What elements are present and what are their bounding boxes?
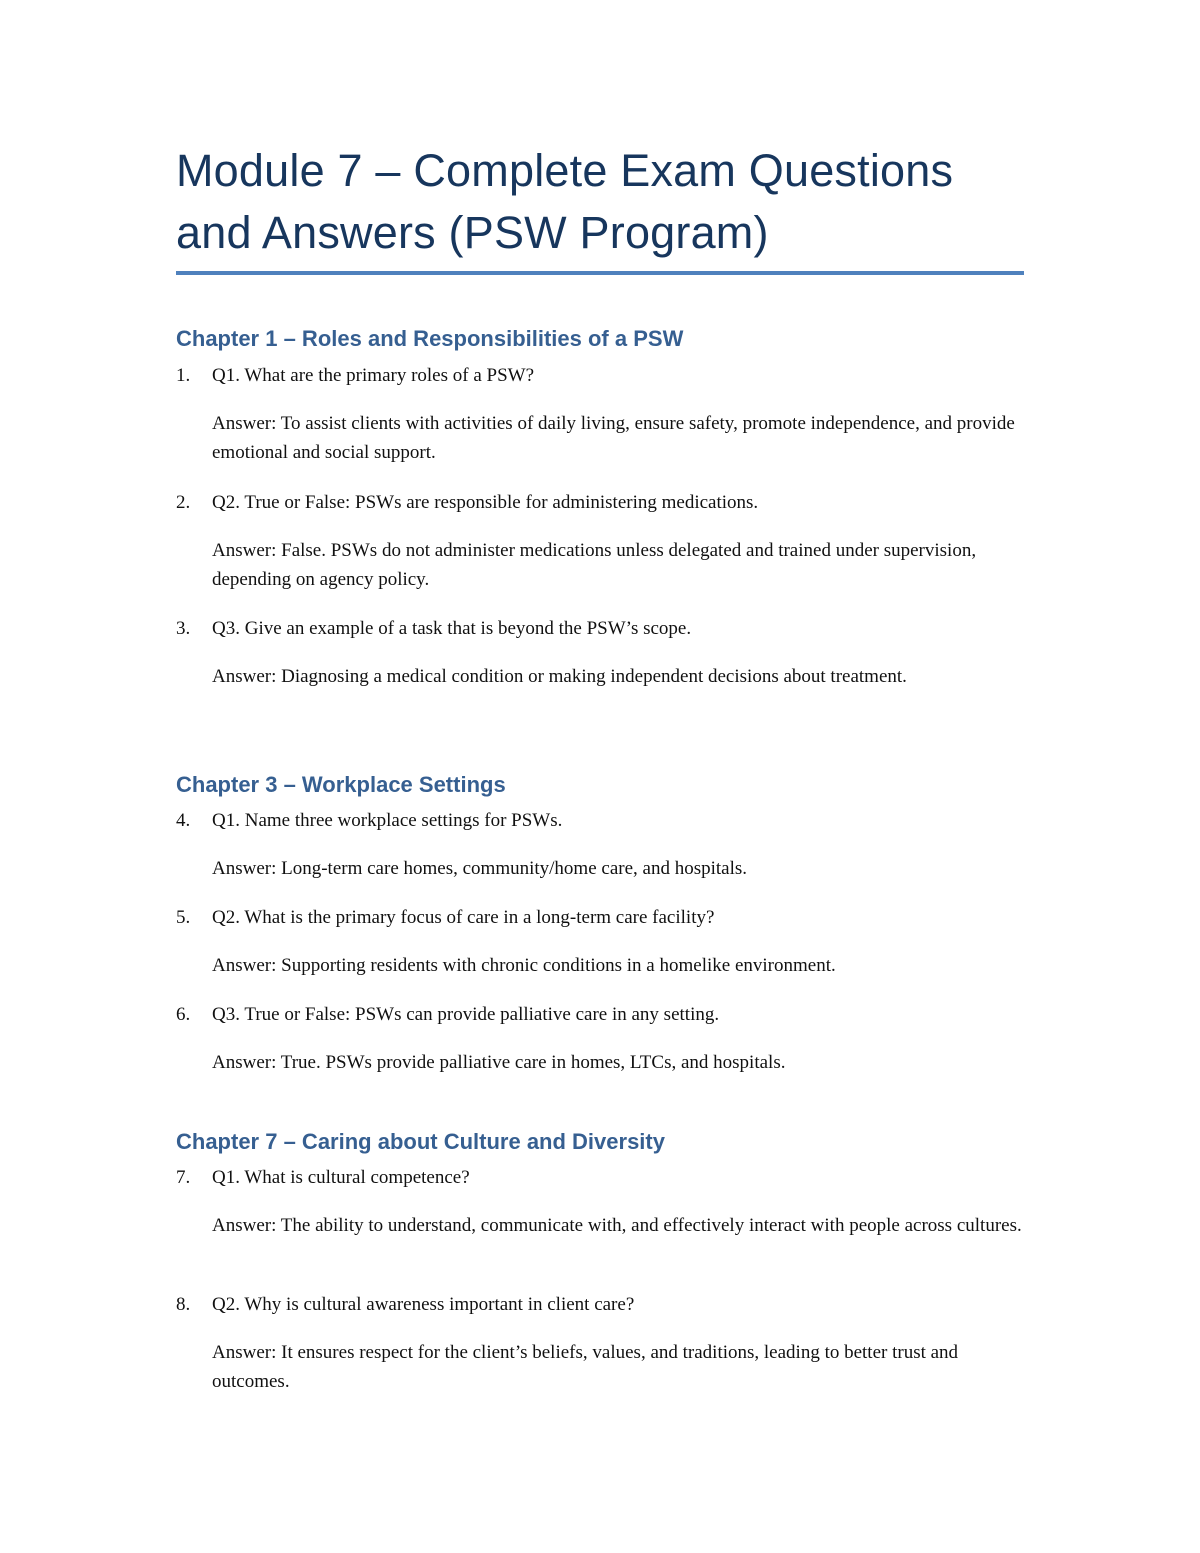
question-number: 8. xyxy=(176,1294,191,1315)
qa-item-8 xyxy=(176,1291,1036,1396)
question-number: 7. xyxy=(176,1167,191,1188)
qa-item-5 xyxy=(176,904,1036,981)
question-text: Q3. True or False: PSWs can provide palliative care in any setting. xyxy=(212,1004,720,1025)
qa-item-7 xyxy=(176,1164,1036,1241)
question-number: 3. xyxy=(176,618,191,639)
question-number: 5. xyxy=(176,907,191,928)
chapter-1-heading: Chapter 1 – Roles and Responsibilities of a PSW xyxy=(176,326,684,351)
answer-text: Answer: Long-term care homes, community/home care, and hospitals. xyxy=(212,858,748,879)
chapter-7-heading: Chapter 7 – Caring about Culture and Diversity xyxy=(176,1129,665,1154)
title-underline xyxy=(176,271,1024,275)
question-text: Q1. What are the primary roles of a PSW? xyxy=(212,365,535,386)
question-text: Q2. What is the primary focus of care in a long-term care facility? xyxy=(212,907,715,928)
question-line xyxy=(176,1291,1036,1319)
question-text: Q2. True or False: PSWs are responsible for administering medications. xyxy=(212,492,759,513)
chapter-3-heading: Chapter 3 – Workplace Settings xyxy=(176,772,506,797)
question-line xyxy=(176,615,1036,643)
qa-item-4 xyxy=(176,807,1036,884)
question-text: Q3. Give an example of a task that is beyond the PSW’s scope. xyxy=(212,618,692,639)
question-line xyxy=(176,1164,1036,1192)
question-line xyxy=(176,489,1036,517)
qa-item-6 xyxy=(176,1001,1036,1078)
answer-text: Answer: The ability to understand, communicate with, and effectively interact with people across cultures. xyxy=(212,1215,1022,1236)
question-line xyxy=(176,362,1036,390)
document-title: Module 7 – Complete Exam Questions and Answers (PSW Program) xyxy=(176,145,954,258)
title-block xyxy=(176,140,1026,264)
question-number: 4. xyxy=(176,810,191,831)
answer-text: Answer: False. PSWs do not administer medications unless delegated and trained under supervision, depending on agency policy. xyxy=(212,540,977,590)
qa-item-3 xyxy=(176,615,1036,692)
question-text: Q1. Name three workplace settings for PSWs. xyxy=(212,810,563,831)
question-number: 6. xyxy=(176,1004,191,1025)
question-line xyxy=(176,1001,1036,1029)
answer-text: Answer: It ensures respect for the client’s beliefs, values, and traditions, leading to better trust and outcomes. xyxy=(212,1342,959,1392)
qa-item-1 xyxy=(176,362,1036,467)
question-text: Q2. Why is cultural awareness important in client care? xyxy=(212,1294,635,1315)
answer-text: Answer: Supporting residents with chronic conditions in a homelike environment. xyxy=(212,955,836,976)
question-line xyxy=(176,904,1036,932)
qa-item-2 xyxy=(176,489,1036,594)
answer-text: Answer: To assist clients with activities of daily living, ensure safety, promote independence, and provide emotional and social support. xyxy=(212,413,1015,463)
answer-text: Answer: True. PSWs provide palliative care in homes, LTCs, and hospitals. xyxy=(212,1052,786,1073)
question-text: Q1. What is cultural competence? xyxy=(212,1167,470,1188)
answer-text: Answer: Diagnosing a medical condition or making independent decisions about treatment. xyxy=(212,666,907,687)
question-number: 2. xyxy=(176,492,191,513)
question-number: 1. xyxy=(176,365,191,386)
question-line xyxy=(176,807,1036,835)
